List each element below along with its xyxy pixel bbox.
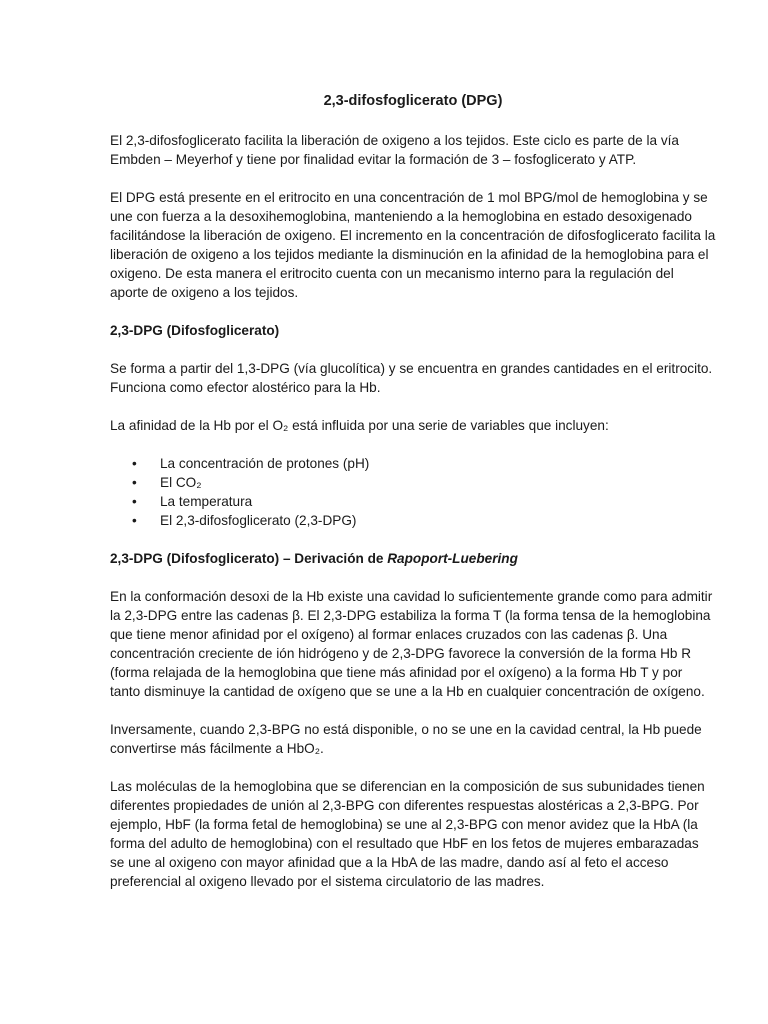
list-item-text: El 2,3-difosfoglicerato (2,3-DPG) <box>160 513 357 528</box>
bullet-icon: • <box>132 456 137 471</box>
document-title: 2,3-difosfoglicerato (DPG) <box>323 93 503 109</box>
variables-list <box>110 454 716 530</box>
list-item <box>110 454 716 473</box>
paragraph-dpg-presence: El DPG está presente en el eritrocito en una concentración de 1 mol BPG/mol de hemoglobina y se une con fuerza a la desoxihemoglobina, manteniendo a la hemoglobina en estado desoxigenado facilitándose la liberación de oxigeno. El incremento en la concentración de difosfoglicerato facilita la liberación de oxigeno a los tejidos mediante la disminución en la afinidad de la hemoglobina para el oxigeno. De esta manera el eritrocito cuenta con un mecanismo interno para la regulación del aporte de oxigeno a los tejidos. <box>110 190 716 300</box>
list-item-text: La temperatura <box>160 494 253 509</box>
paragraph-fetal-hemoglobin: Las moléculas de la hemoglobina que se diferencian en la composición de sus subunidades tienen diferentes propiedades de unión al 2,3-BPG con diferentes respuestas alostéricas a 2,3-BPG. Por ejemplo, HbF (la forma fetal de hemoglobina) se une al 2,3-BPG con menor avidez que la HbA (la forma del adulto de hemoglobina) con el resultado que HbF en los fetos de mujeres embarazadas se une al oxigeno con mayor afinidad que a la HbA de las madre, dando así al feto el acceso preferencial al oxigeno llevado por el sistema circulatorio de las madres. <box>110 779 705 889</box>
list-item <box>110 492 716 511</box>
paragraph-deoxy-conformation: En la conformación desoxi de la Hb existe una cavidad lo suficientemente grande como para admitir la 2,3-DPG entre las cadenas β. El 2,3-DPG estabiliza la forma T (la forma tensa de la hemoglobina que tiene menor afinidad por el oxígeno) al formar enlaces cruzados con las cadenas β. Una concentración creciente de ión hidrógeno y de 2,3-DPG favorece la conversión de la forma Hb R (forma relajada de la hemoglobina que tiene más afinidad por el oxígeno) a la forma Hb T y por tanto disminuye la cantidad de oxígeno que se une a la Hb en cualquier concentración de oxígeno. <box>110 589 713 699</box>
heading-italic-part: Rapoport-Luebering <box>387 551 518 566</box>
paragraph-inversely: Inversamente, cuando 2,3-BPG no está disponible, o no se une en la cavidad central, la Hb puede convertirse más fácilmente a HbO₂. <box>110 722 702 756</box>
list-item-text: El CO₂ <box>160 475 202 490</box>
list-item <box>110 511 716 530</box>
paragraph-affinity: La afinidad de la Hb por el O₂ está influida por una serie de variables que incluyen: <box>110 418 609 433</box>
bullet-icon: • <box>132 475 137 490</box>
list-item-text: La concentración de protones (pH) <box>160 456 370 471</box>
list-item <box>110 473 716 492</box>
paragraph-formation: Se forma a partir del 1,3-DPG (vía glucolítica) y se encuentra en grandes cantidades en el eritrocito. Funciona como efector alostérico para la Hb. <box>110 361 713 395</box>
paragraph-intro: El 2,3-difosfoglicerato facilita la liberación de oxigeno a los tejidos. Este ciclo es parte de la vía Embden – Meyerhof y tiene por finalidad evitar la formación de 3 – fosfoglicerato y ATP. <box>110 133 679 167</box>
bullet-icon: • <box>132 513 137 528</box>
section-heading-rapoport <box>110 549 716 568</box>
bullet-icon: • <box>132 494 137 509</box>
section-heading-dpg: 2,3-DPG (Difosfoglicerato) <box>110 323 280 338</box>
heading-bold-part: 2,3-DPG (Difosfoglicerato) – Derivación de <box>110 551 388 566</box>
